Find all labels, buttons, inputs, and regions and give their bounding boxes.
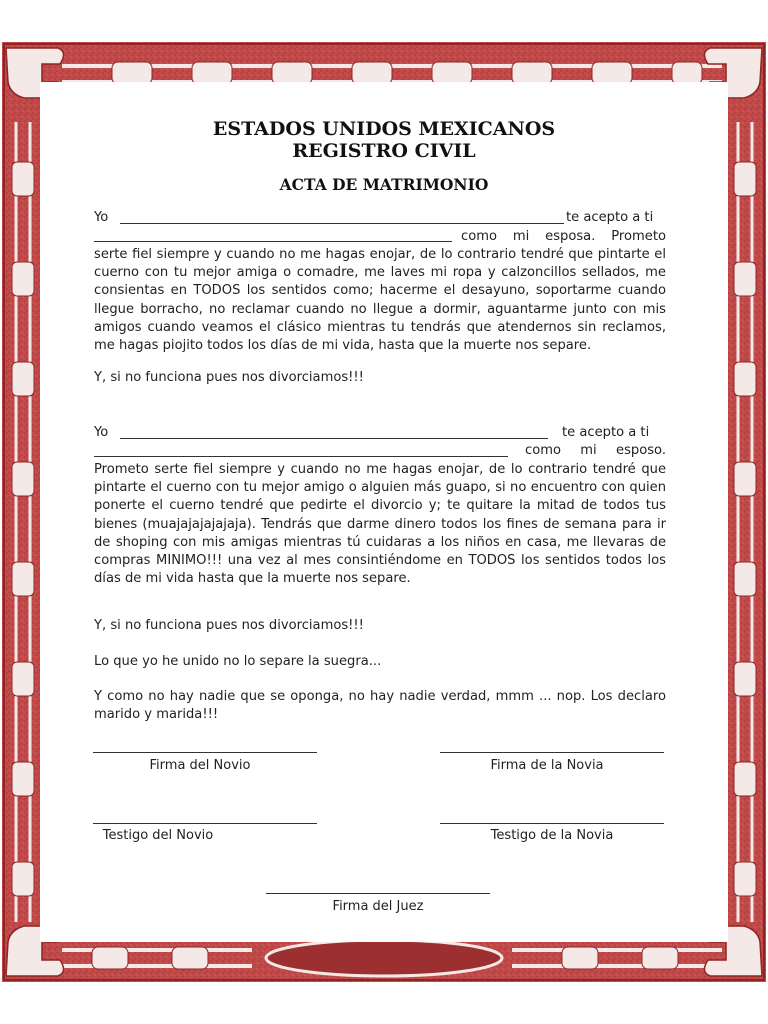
- signature-line-witness-groom: [93, 823, 317, 824]
- signature-line-groom: [93, 752, 317, 753]
- vow-groom-te-acepto: te acepto a ti: [562, 425, 650, 440]
- vow-groom-body: Prometo serte fiel siempre y cuando no me hagas enojar, de lo contrario tendré que pintarte el cuerno con tu mejor amigo o alguien más guapo, si no encuentro con quien ponerte el cuerno tendré que pedirte el divorcio y; te quitare la mitad de todos tus bienes (muajajajajajaja). Tendrás que darme dinero todos los fines de semana para ir de shoping con mis amigas mientras tú cuidaras a los niños en casa, me llevaras de compras MINIMO!!! una vez al mes consintiéndome en TODOS los sentidos todos los días de mi vida hasta que la muerte nos separe.: [94, 462, 666, 587]
- closing-divorce: Y, si no funciona pues nos divorciamos!!!: [94, 618, 364, 633]
- vow-bride-body: serte fiel siempre y cuando no me hagas enojar, de lo contrario tendré que pintarte el cuerno con tu mejor amiga o comadre, me laves mi ropa y calzoncillos sellados, me consientas en TODOS los sentidos como; hacerme el desayuno, soportarme cuando llegue borracho, no reclamar cuando no llegue a dormir, aguantarme junto con mis amigos cuando veamos el clásico mientras tu tendrás que atendernos sin reclamos, me hagas piojito todos los días de mi vida, hasta que la muerte nos separe.: [94, 247, 666, 354]
- vow-groom-como-esposo: como mi esposo.: [525, 443, 666, 458]
- signature-label-judge: Firma del Juez: [332, 899, 424, 914]
- closing-suegra: Lo que yo he unido no lo separe la suegra...: [94, 654, 382, 669]
- vow-groom-yo: Yo: [94, 425, 109, 440]
- vow-bride-como-esposa: como mi esposa. Prometo: [461, 229, 666, 244]
- signature-label-witness-bride: Testigo de la Novia: [490, 828, 614, 843]
- name-blank-bride-2: [120, 438, 548, 439]
- document-title: ACTA DE MATRIMONIO: [279, 175, 489, 194]
- signature-label-bride: Firma de la Novia: [490, 758, 604, 773]
- vow-bride-te-acepto: te acepto a ti: [566, 210, 654, 225]
- vow-bride-closing: Y, si no funciona pues nos divorciamos!!!: [94, 370, 364, 385]
- name-blank-groom-2: [94, 456, 508, 457]
- vow-bride-yo: Yo: [94, 210, 109, 225]
- closing-declaration: Y como no hay nadie que se oponga, no hay nadie verdad, mmm ... nop. Los declaro marido y marida!!!: [94, 689, 666, 723]
- name-blank-bride: [94, 241, 452, 242]
- signature-label-witness-groom: Testigo del Novio: [102, 828, 214, 843]
- country-heading: ESTADOS UNIDOS MEXICANOS: [212, 118, 556, 140]
- signature-line-judge: [266, 893, 490, 894]
- signature-label-groom: Firma del Novio: [149, 758, 251, 773]
- signature-line-bride: [440, 752, 664, 753]
- name-blank-groom: [120, 223, 564, 224]
- registry-heading: REGISTRO CIVIL: [292, 140, 476, 162]
- signature-line-witness-bride: [440, 823, 664, 824]
